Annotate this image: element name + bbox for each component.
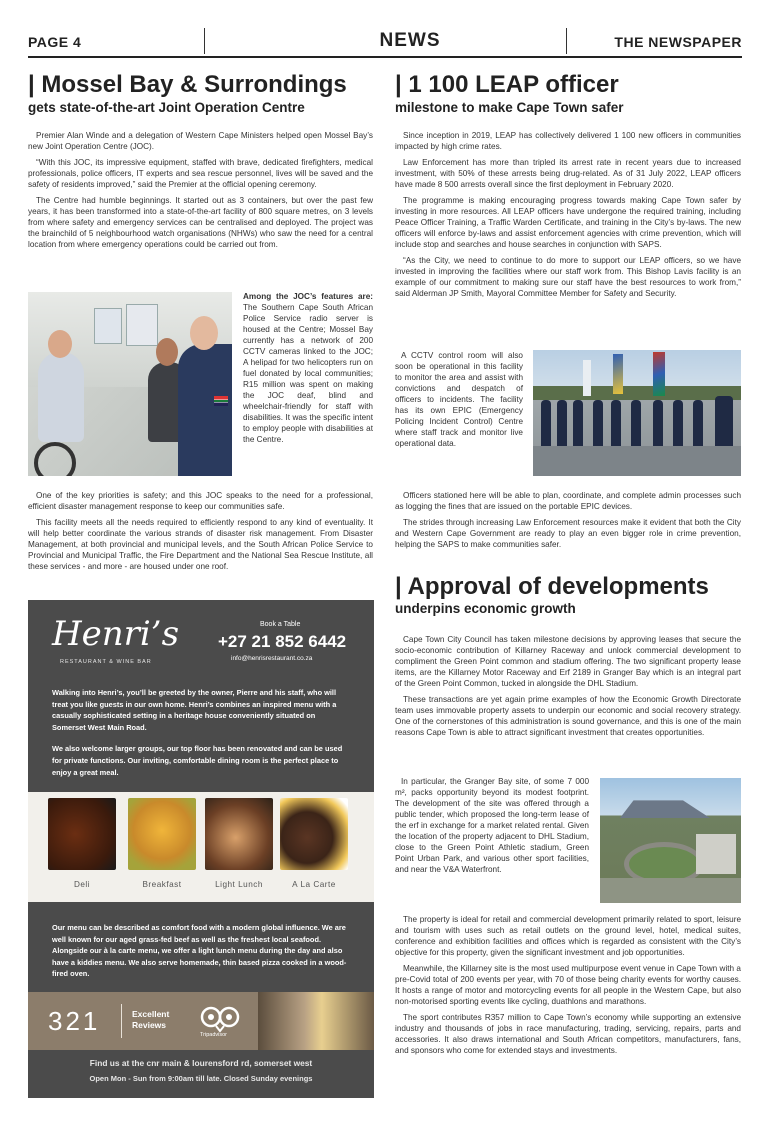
joc-features: [243, 291, 373, 445]
paragraph: Since inception in 2019, LEAP has collectively delivered 1 100 new officers in communities impacted by high crime rates.: [395, 131, 741, 151]
article3-subtitle: underpins economic growth: [395, 601, 576, 616]
menu-description: Our menu can be described as comfort food with a modern global influence. We are well known for our aged grass-fed beef as well as the freshest local seafood. Alongside our à la carte menu, we offer a light lunch menu during the day and also have a kiddies menu. We also serve homemade, thin based pizza cooked in a wood-fired oven.: [52, 923, 347, 979]
joc-photo: [28, 292, 232, 476]
henris-logo: Henri’s: [52, 614, 180, 654]
tripadvisor-label: Tripadvisor: [200, 1032, 227, 1038]
paragraph: Officers stationed here will be able to plan, coordinate, and complete admin processes such as logging the fines that are issued on the portable EPIC devices.: [395, 491, 741, 511]
paragraph: The strides through increasing Law Enforcement resources make it evident that both the City and Western Cape Government are ready to play an even bigger role in crime prevention, helping the SAPS to make communities safer.: [395, 518, 741, 549]
paragraph: Meanwhile, the Killarney site is the most used multipurpose event venue in Cape Town with a pre-Covid total of 200 events per year, with 70 of those being charity events for worthy causes. It hosts a range of motor and motorcycling events for all people in the Western Cape, but also non-motorised sporting events like cycling, duathlons and marathons.: [395, 964, 741, 1006]
category-label: Deli: [73, 880, 91, 889]
reviews-divider: [121, 1004, 122, 1038]
article2-body: [395, 130, 741, 304]
paragraph: “As the City, we need to continue to do more to support our LEAP officers, so we have invested in improving the facilities where our staff work from. This Bishop Lavis facility is an example of our commitment to making sure our staff have the best resources to work from,” said Alderman JP Smith, Mayoral Committee Member for Safety and Security.: [395, 256, 741, 298]
reviews-band: [28, 992, 374, 1050]
header-rule: [28, 56, 742, 58]
paragraph: These transactions are yet again prime examples of how the Economic Growth Directorate team uses immovable property assets to underpin our economic and social recovery strategy. One of the cornerstones of this administration is sound governance, and this is one of the main reasons Cape Town is able to attract significant investment that creates opportunities.: [395, 695, 741, 737]
paragraph: The Centre had humble beginnings. It started out as 3 containers, but over the past few years, it has been transformed into a state-of-the-art facility of 800 square metres, on 3 levels from where safety and emergency services can be centralised and deployed. The project was the brainchild of 5 neighbourhood watch organisations (NHWs) who saw the need for a central location from where emergency operations could be carried out from.: [28, 196, 373, 249]
phone-number[interactable]: +27 21 852 6442: [218, 632, 347, 651]
paragraph: This facility meets all the needs required to efficiently respond to any kind of eventuality. It will help better coordinate the various strands of disaster risk management. From Disaster Management, at both provincial and municipal levels, and the South African Police Service to Provincial and Municipal Traffic, the Fire Department and the National Sea Rescue Institute, all these services - and more - are housed under one roof.: [28, 518, 373, 571]
a-la-carte-photo: [280, 798, 348, 870]
light-lunch-photo: [205, 798, 273, 870]
parade-photo: [533, 350, 741, 476]
article2-subtitle: milestone to make Cape Town safer: [395, 100, 624, 115]
article1-body: [28, 130, 373, 255]
header-divider: [566, 28, 567, 54]
page-number: PAGE 4: [28, 34, 82, 50]
breakfast-photo: [128, 798, 196, 870]
section-title: NEWS: [379, 30, 441, 51]
book-table-label: Book a Table: [260, 621, 301, 628]
page-header: [28, 28, 742, 56]
stadium-photo: [600, 778, 741, 903]
article2-title: | 1 100 LEAP officer: [395, 71, 619, 98]
reviews-count: 321: [48, 1006, 101, 1036]
paragraph: The sport contributes R357 million to Cape Town’s economy while supporting an extensive industry and thousands of jobs in race manufacturing, trading, servicing, repairs, parts and accessories. It also draws international and South African competitors, manufacturers, fans, and sponsors who come for extended stays and investments.: [395, 1013, 741, 1055]
wine-glass-photo: [258, 992, 374, 1050]
paragraph: The property is ideal for retail and commercial development primarily related to sport, leisure and tourism with uses such as retail outlets on the ground level, hotel, medical suites, conference and exhibition facilities and offices which is regarded as consistent with the City’s objective for this property, given the significant investment and job opportunities.: [395, 915, 741, 957]
reviews-label-line: Excellent: [132, 1009, 170, 1019]
features-lead: Among the JOC’s features are:: [243, 292, 373, 301]
article3-body-2: [395, 914, 741, 1061]
article2-body-2: [395, 490, 741, 555]
paragraph: Premier Alan Winde and a delegation of Western Cape Ministers helped open Mossel Bay’s new Joint Operation Centre (JOC).: [28, 131, 373, 151]
deli-photo: [48, 798, 116, 870]
paragraph: In particular, the Granger Bay site, of some 7 000 m², packs opportunity beyond its modest footprint. The development of the site was offered through a public tender, which proposed the long-term lease of the erf in exchange for a market related rental. Given the location of the property adjacent to DHL Stadium, close to the Green Point Athletic stadium, Green Point Urban Park, and various other sport facilities, and near the V&A Waterfront.: [395, 777, 589, 874]
paragraph: Cape Town City Council has taken milestone decisions by approving leases that secure the socio-economic contribution of Killarney Raceway and unlock commercial development to compliment the Green Point common and stadium offering. The two significant property lease items, are the Killarney Motor Raceway and Erf 2189 in Granger Bay which is an integral part of the Green Point Common, tucked in alongside the DHL Stadium.: [395, 635, 741, 688]
paragraph: “With this JOC, its impressive equipment, staffed with brave, dedicated firefighters, medical professionals, police officers, IT experts and sea rescue personnel, lives will be saved and the safety of residents improved,” said the Premier at the official opening ceremony.: [28, 158, 373, 189]
address-line: Find us at the cnr main & lourensford rd, somerset west: [89, 1058, 313, 1068]
advert-intro: [52, 687, 350, 788]
article3-title: | Approval of developments: [395, 573, 709, 600]
henris-advert: [28, 600, 374, 1098]
category-label: Light Lunch: [215, 880, 263, 889]
paragraph: A CCTV control room will also soon be operational in this facility to monitor the area and assist with convictions and despatch of officers to incidents. The facility has its own EPIC (Emergency Policing Incident Control) Centre where staff track and monitor live operational data.: [395, 351, 523, 448]
reviews-label: [132, 1009, 169, 1031]
logo-subtitle: RESTAURANT & WINE BAR: [60, 659, 152, 665]
category-label: Breakfast: [142, 880, 182, 889]
features-text: The Southern Cape South African Police Service radio server is housed at the Centre; Mossel Bay currently has a network of 200 CCTV cameras linked to the JOC; A helipad for two helicopters run on fuel donated by local communities; R15 million was spent on making the JOC deaf, blind and wheelchair-friendly for staff with disabilities. It was the specific intent to employ people with disabilities at the Centre.: [243, 303, 373, 444]
category-label: A La Carte: [292, 880, 336, 889]
reviews-label-line: Reviews: [132, 1020, 167, 1030]
food-band: [28, 792, 374, 902]
paragraph: The programme is making encouraging progress towards making Cape Town safer by investing in more resources. All LEAP officers have undergone the required training, including Peace Officer Training, a Traffic Warden Certificate, and training in the City’s by-laws. The new officers will enforce by-laws and assist enforcement agencies with crime prevention, which will include stop and searches and house searches in conjunction with SAPS.: [395, 196, 741, 249]
header-divider: [204, 28, 205, 54]
article1-body-2: [28, 490, 373, 577]
paragraph: Law Enforcement has more than tripled its arrest rate in recent years due to increased investment, with 50% of these arrests being drug-related. As of 31 July 2022, LEAP officers have made 8 500 arrests overall since the first deployment in February 2020.: [395, 158, 741, 189]
paragraph: We also welcome larger groups, our top floor has been renovated and can be used for private functions. Our inviting, comfortable dining room is the perfect place to enjoy a great meal.: [52, 744, 343, 777]
article3-body: [395, 634, 741, 743]
granger-bay-paragraph: [395, 776, 589, 875]
email-address[interactable]: info@henrisrestaurant.co.za: [231, 655, 313, 662]
publication-name: THE NEWSPAPER: [614, 34, 742, 50]
paragraph: One of the key priorities is safety; and this JOC speaks to the need for a professional, efficient disaster management response to keep our communities safe.: [28, 491, 373, 511]
article1-subtitle: gets state-of-the-art Joint Operation Centre: [28, 100, 305, 115]
paragraph: Walking into Henri’s, you’ll be greeted by the owner, Pierre and his staff, who will treat you like guests in our own home. Henri’s combines an inspired menu with a casually sophisticated setting in a heritage house conveniently situated on Somerset West Main Road.: [52, 688, 337, 732]
opening-hours: Open Mon - Sun from 9:00am till late. Closed Sunday evenings: [89, 1074, 313, 1083]
cctv-paragraph: [395, 350, 523, 449]
article1-title: | Mossel Bay & Surrondings: [28, 71, 347, 98]
